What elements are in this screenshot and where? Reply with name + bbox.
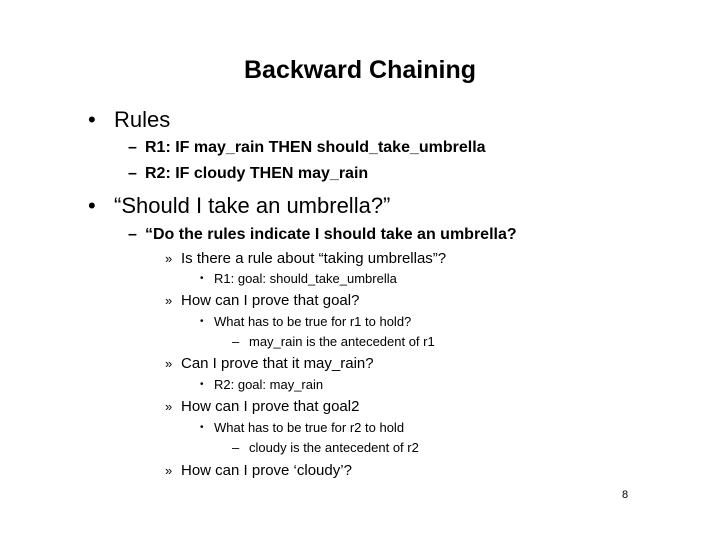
- dash-marker: –: [232, 334, 240, 349]
- chevron-marker: »: [165, 399, 173, 414]
- bullet-text: “Do the rules indicate I should take an umbrella?: [145, 226, 517, 243]
- dash-marker: –: [128, 226, 137, 243]
- slide-title: Backward Chaining: [244, 56, 476, 84]
- bullet-may-rain-antecedent: [232, 334, 435, 349]
- bullet-text: What has to be true for r2 to hold: [214, 420, 405, 435]
- chevron-marker: »: [165, 356, 173, 371]
- bullet-text: R1: IF may_rain THEN should_take_umbrella: [145, 139, 486, 156]
- page-number: 8: [622, 489, 629, 501]
- bullet-marker: •: [88, 107, 96, 132]
- bullet-text: R2: goal: may_rain: [214, 377, 324, 392]
- bullet-what-true-r2: [200, 420, 404, 435]
- bullet-r1-goal: [200, 271, 397, 286]
- bullet-prove-goal: [165, 292, 359, 309]
- bullet-prove-may-rain: [165, 355, 374, 372]
- bullet-what-true-r1: [200, 314, 411, 329]
- bullet-text: How can I prove ‘cloudy’?: [181, 462, 352, 479]
- bullet-marker: •: [200, 422, 204, 433]
- bullet-marker: •: [200, 379, 204, 390]
- bullet-prove-cloudy: [165, 462, 352, 479]
- bullet-rule-r1: [128, 139, 486, 157]
- bullet-text: What has to be true for r1 to hold?: [214, 314, 412, 329]
- bullet-text: Can I prove that it may_rain?: [181, 355, 374, 372]
- chevron-marker: »: [165, 293, 173, 308]
- bullet-r2-goal: [200, 377, 323, 392]
- bullet-do-rules-indicate: [128, 226, 517, 244]
- dash-marker: –: [128, 165, 137, 182]
- chevron-marker: »: [165, 463, 173, 478]
- bullet-question: [88, 193, 390, 219]
- dash-marker: –: [232, 440, 240, 455]
- bullet-prove-goal2: [165, 398, 359, 415]
- bullet-text: may_rain is the antecedent of r1: [249, 334, 435, 349]
- bullet-marker: •: [200, 316, 204, 327]
- bullet-marker: •: [88, 193, 96, 218]
- bullet-text: How can I prove that goal2: [181, 398, 360, 415]
- bullet-marker: •: [200, 273, 204, 284]
- bullet-text: Is there a rule about “taking umbrellas”?: [181, 250, 447, 267]
- bullet-text: cloudy is the antecedent of r2: [249, 440, 419, 455]
- dash-marker: –: [128, 139, 137, 156]
- bullet-cloudy-antecedent: [232, 440, 419, 455]
- bullet-text: Rules: [114, 107, 171, 132]
- bullet-is-there-rule: [165, 250, 446, 267]
- bullet-rules: [88, 107, 170, 133]
- bullet-text: How can I prove that goal?: [181, 292, 360, 309]
- chevron-marker: »: [165, 251, 173, 266]
- bullet-text: R2: IF cloudy THEN may_rain: [145, 165, 369, 182]
- bullet-text: “Should I take an umbrella?”: [114, 193, 391, 218]
- bullet-text: R1: goal: should_take_umbrella: [214, 271, 397, 286]
- bullet-rule-r2: [128, 165, 368, 183]
